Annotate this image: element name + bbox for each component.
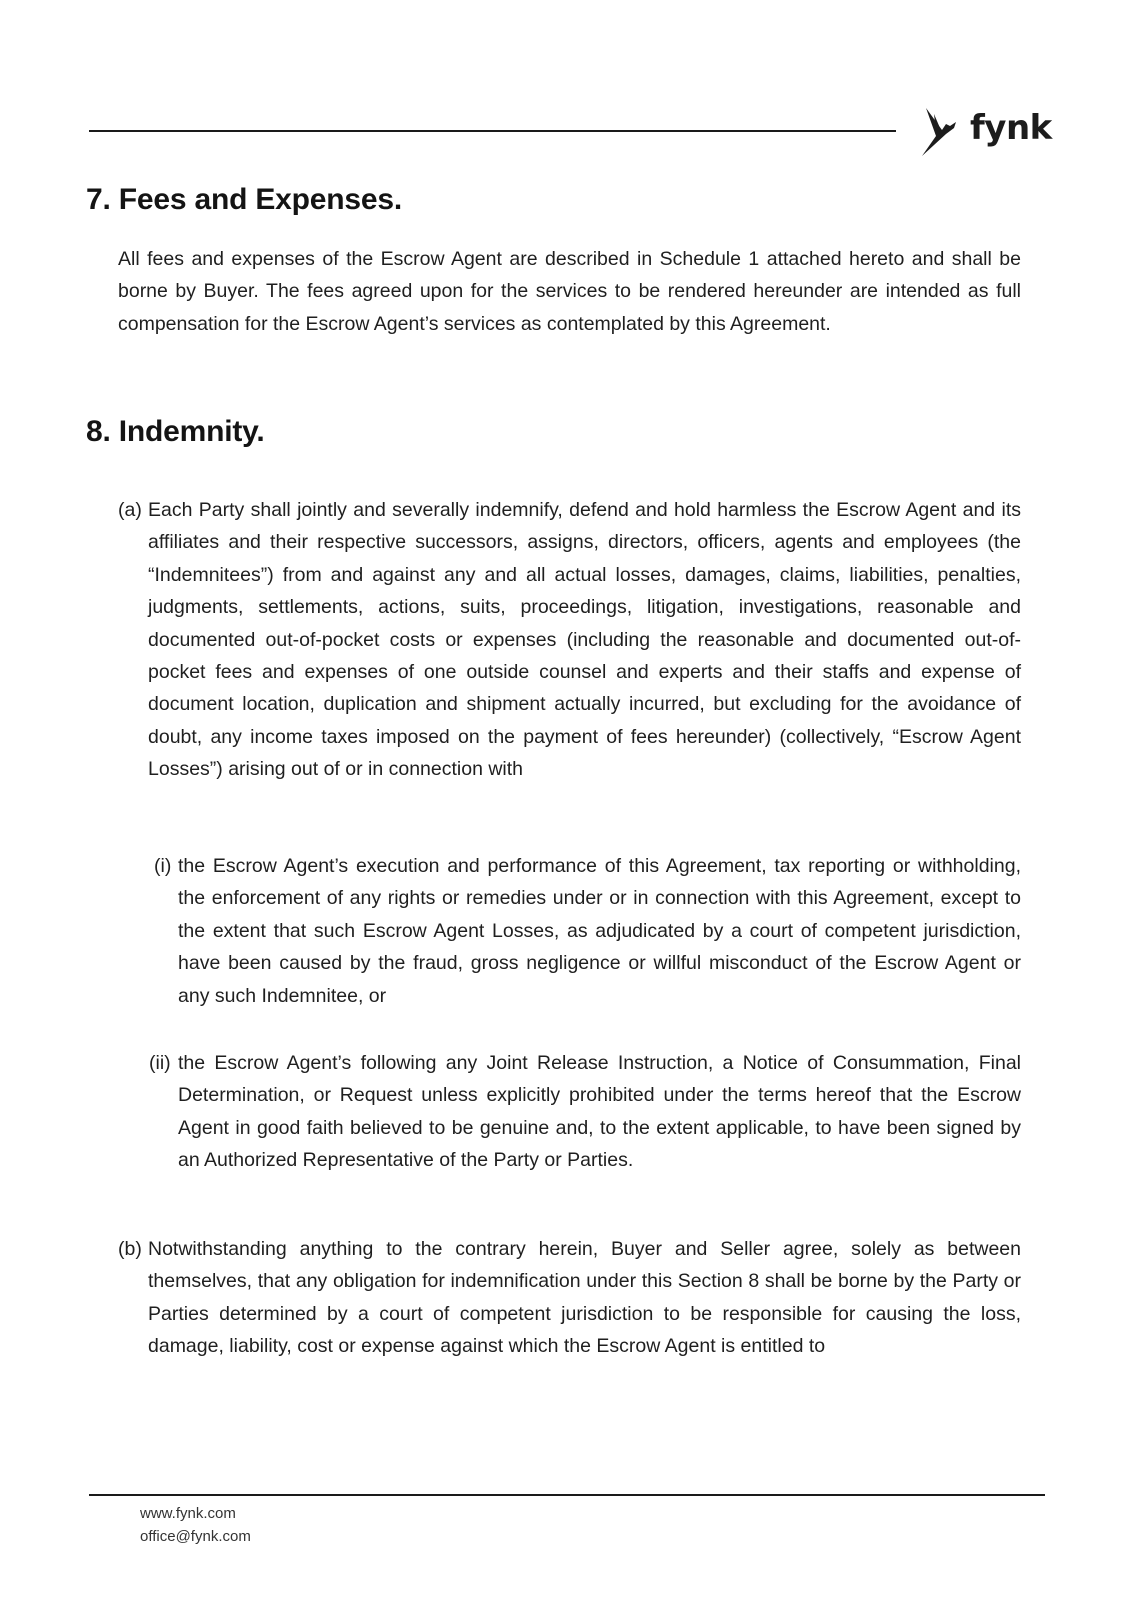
footer-divider [89,1494,1045,1496]
footer-email[interactable]: office@fynk.com [140,1528,251,1545]
logo-wordmark: fynk [970,108,1052,148]
clause-i-text: the Escrow Agent’s execution and performance of this Agreement, tax reporting or withholding, the enforcement of any rights or remedies under or in connection with this Agreement, except to the extent that such Escrow Agent Losses, as adjudicated by a court of competent jurisdiction, have been caused by the fraud, gross negligence or willful misconduct of the Escrow Agent or any such Indemnitee, or [178,855,1021,1007]
clause-b-marker: (b) [118,1238,142,1260]
bird-icon [920,106,964,158]
clause-ii-text: the Escrow Agent’s following any Joint Release Instruction, a Notice of Consummation, Final Determination, or Request unless explicitly prohibited under the terms hereof that the Escrow Agent in good faith believed to be genuine and, to the extent applicable, to have been signed by an Authorized Representative of the Party or Parties. [178,1052,1021,1172]
footer-website[interactable]: www.fynk.com [140,1505,236,1522]
header-divider [89,130,896,132]
section-7-body: All fees and expenses of the Escrow Agent are described in Schedule 1 attached hereto and shall be borne by Buyer. The fees agreed upon for the services to be rendered hereunder are intended as full compensation for the Escrow Agent’s services as contemplated by this Agreement. [118,248,1021,335]
clause-a-text: Each Party shall jointly and severally indemnify, defend and hold harmless the Escrow Agent and its affiliates and their respective successors, assigns, directors, officers, agents and employees (the “Indemnitees”) from and against any and all actual losses, damages, claims, liabilities, penalties, judgments, settlements, actions, suits, proceedings, litigation, investigations, reasonable and documented out-of-pocket costs or expenses (including the reasonable and documented out-of-pocket fees and expenses of one outside counsel and experts and their staffs and expense of document location, duplication and shipment actually incurred, but excluding for the avoidance of doubt, any income taxes imposed on the payment of fees hereunder) (collectively, “Escrow Agent Losses”) arising out of or in connection with [148,499,1021,781]
fynk-logo [920,104,1052,160]
section-8-heading: 8. Indemnity. [86,415,265,448]
clause-a-marker: (a) [118,499,142,521]
section-7-heading: 7. Fees and Expenses. [86,183,402,216]
clause-b-text: Notwithstanding anything to the contrary herein, Buyer and Seller agree, solely as between themselves, that any obligation for indemnification under this Section 8 shall be borne by the Party or Parties determined by a court of competent jurisdiction to be responsible for causing the loss, damage, liability, cost or expense against which the Escrow Agent is entitled to [148,1238,1021,1358]
clause-i-marker: (i) [154,855,172,877]
clause-ii-marker: (ii) [149,1052,171,1074]
